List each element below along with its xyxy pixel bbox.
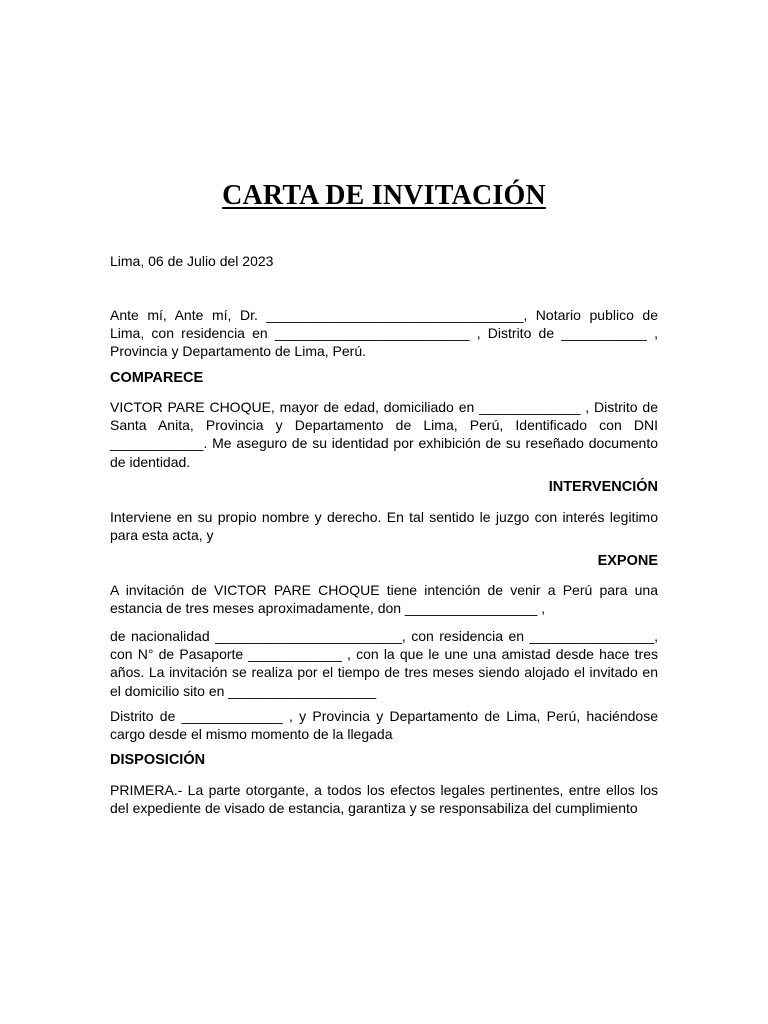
- expone-paragraph-3: Distrito de _____________ , y Provincia y Departamento de Lima, Perú, haciéndose cargo desde el mismo momento de la llegada: [110, 708, 658, 743]
- section-heading-comparece: COMPARECE: [110, 370, 204, 386]
- date-line: Lima, 06 de Julio del 2023: [110, 253, 274, 269]
- intro-paragraph: Ante mí, Ante mí, Dr. _________________________________, Notario publico de Lima, con residencia en _________________________ , Distrito de ___________ , Provincia y Departamento de Lima, Perú.: [110, 307, 658, 360]
- section-heading-disposicion: DISPOSICIÓN: [110, 752, 206, 768]
- document-title: CARTA DE INVITACIÓN: [222, 180, 546, 211]
- expone-paragraph-1: A invitación de VICTOR PARE CHOQUE tiene intención de venir a Perú para una estancia de tres meses aproximadamente, don _________________ ,: [110, 582, 658, 617]
- disposicion-paragraph: PRIMERA.- La parte otorgante, a todos los efectos legales pertinentes, entre ellos los del expediente de visado de estancia, garantiza y se responsabiliza del cumplimiento: [110, 782, 658, 817]
- comparece-paragraph: VICTOR PARE CHOQUE, mayor de edad, domiciliado en _____________ , Distrito de Santa Anita, Provincia y Departamento de Lima, Perú, Identificado con DNI ____________. Me aseguro de su identidad por exhibición de su reseñado documento de identidad.: [110, 399, 658, 470]
- section-heading-expone: EXPONE: [597, 553, 658, 569]
- intervencion-paragraph: Interviene en su propio nombre y derecho. En tal sentido le juzgo con interés legitimo para esta acta, y: [110, 509, 658, 544]
- expone-paragraph-2: de nacionalidad ________________________, con residencia en ________________, con N° de Pasaporte ____________ , con la que le une una amistad desde hace tres años. La invitación se realiza por el tiempo de tres meses siendo alojado el invitado en el domicilio sito en ___________________: [110, 628, 658, 699]
- section-heading-intervencion: INTERVENCIÓN: [548, 479, 658, 495]
